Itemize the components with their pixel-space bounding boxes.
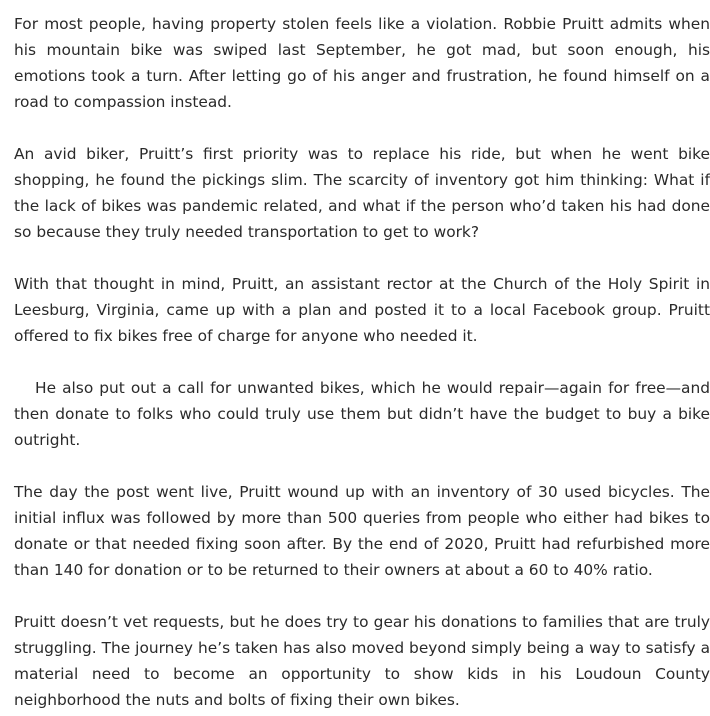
paragraph-1: For most people, having property stolen feels like a violation. Robbie Pruitt admits when his mountain bike was swiped last September, he got mad, but soon enough, his emotions took a turn. After letting go of his anger and frustration, he found himself on a road to compassion instead.	[14, 15, 710, 111]
paragraph-4: He also put out a call for unwanted bikes, which he would repair—again for free—and then donate to folks who could truly use them but didn’t have the budget to buy a bike outright.	[14, 379, 710, 449]
paragraph-2: An avid biker, Pruitt’s first priority was to replace his ride, but when he went bike shopping, he found the pickings slim. The scarcity of inventory got him thinking: What if the lack of bikes was pandemic related, and what if the person who’d taken his had done so because they truly needed transportation to get to work?	[14, 145, 710, 241]
paragraph-5: The day the post went live, Pruitt wound up with an inventory of 30 used bicycles. The initial influx was followed by more than 500 queries from people who either had bikes to donate or that needed fixing soon after. By the end of 2020, Pruitt had refurbished more than 140 for donation or to be returned to their owners at about a 60 to 40% ratio.	[14, 483, 710, 579]
paragraph-3: With that thought in mind, Pruitt, an assistant rector at the Church of the Holy Spirit in Leesburg, Virginia, came up with a plan and posted it to a local Facebook group. Pruitt offered to fix bikes free of charge for anyone who needed it.	[14, 275, 710, 345]
paragraph-6: Pruitt doesn’t vet requests, but he does try to gear his donations to families that are truly struggling. The journey he’s taken has also moved beyond simply being a way to satisfy a material need to become an opportunity to show kids in his Loudoun County neighborhood the nuts and bolts of fixing their own bikes.	[14, 613, 710, 709]
